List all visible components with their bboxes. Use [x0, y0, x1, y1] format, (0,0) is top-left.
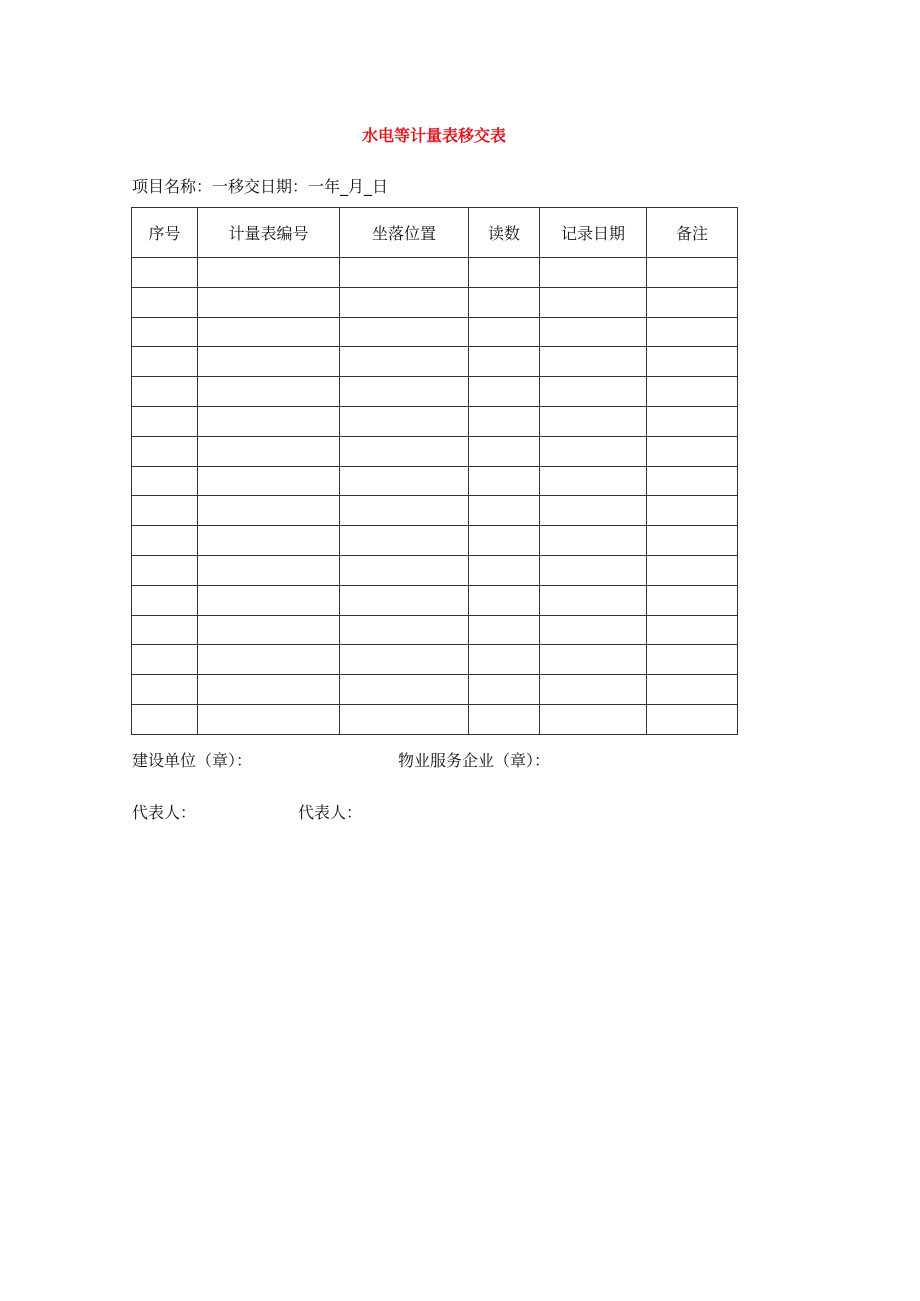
table-cell: [647, 555, 738, 585]
table-cell: [198, 347, 340, 377]
table-cell: [340, 704, 469, 734]
table-cell: [540, 287, 647, 317]
table-row: [132, 377, 738, 407]
table-cell: [198, 287, 340, 317]
table-row: [132, 675, 738, 705]
table-cell: [198, 704, 340, 734]
table-cell: [647, 377, 738, 407]
table-cell: [469, 436, 540, 466]
table-cell: [647, 258, 738, 288]
table-row: [132, 406, 738, 436]
table-row: [132, 317, 738, 347]
table-row: [132, 704, 738, 734]
table-cell: [340, 287, 469, 317]
table-cell: [469, 675, 540, 705]
table-cell: [647, 704, 738, 734]
table-cell: [132, 287, 198, 317]
table-cell: [469, 287, 540, 317]
representative-left-label: 代表人：: [132, 803, 197, 822]
header-remarks: 备注: [647, 208, 738, 258]
table-row: [132, 645, 738, 675]
table-cell: [647, 675, 738, 705]
table-cell: [540, 704, 647, 734]
table-cell: [540, 675, 647, 705]
table-cell: [198, 585, 340, 615]
table-cell: [198, 258, 340, 288]
table-cell: [340, 406, 469, 436]
table-cell: [540, 436, 647, 466]
table-cell: [340, 436, 469, 466]
table-row: [132, 436, 738, 466]
table-cell: [647, 406, 738, 436]
table-cell: [469, 258, 540, 288]
table-cell: [340, 317, 469, 347]
table-header-row: [132, 208, 738, 258]
table-cell: [340, 585, 469, 615]
table-cell: [540, 466, 647, 496]
table-cell: [469, 406, 540, 436]
table-cell: [469, 704, 540, 734]
table-cell: [647, 645, 738, 675]
table-cell: [469, 317, 540, 347]
table-cell: [540, 555, 647, 585]
table-cell: [132, 526, 198, 556]
table-cell: [647, 317, 738, 347]
header-serial-number: 序号: [132, 208, 198, 258]
table-cell: [198, 377, 340, 407]
table-cell: [540, 347, 647, 377]
table-cell: [647, 496, 738, 526]
table-cell: [469, 555, 540, 585]
table-cell: [647, 287, 738, 317]
table-row: [132, 615, 738, 645]
header-reading: 读数: [469, 208, 540, 258]
table-cell: [647, 347, 738, 377]
table-cell: [340, 526, 469, 556]
table-cell: [340, 258, 469, 288]
table-cell: [198, 526, 340, 556]
table-cell: [469, 347, 540, 377]
table-cell: [340, 675, 469, 705]
transfer-date-value: 一年_月_日: [308, 177, 389, 196]
table-cell: [469, 645, 540, 675]
table-cell: [340, 645, 469, 675]
table-cell: [340, 615, 469, 645]
table-cell: [198, 615, 340, 645]
table-cell: [340, 555, 469, 585]
table-cell: [469, 615, 540, 645]
table-cell: [647, 466, 738, 496]
table-cell: [132, 585, 198, 615]
table-cell: [132, 496, 198, 526]
table-cell: [340, 377, 469, 407]
header-record-date: 记录日期: [540, 208, 647, 258]
table-cell: [540, 317, 647, 347]
table-cell: [198, 496, 340, 526]
table-cell: [132, 704, 198, 734]
table-cell: [198, 406, 340, 436]
table-cell: [132, 377, 198, 407]
table-cell: [198, 466, 340, 496]
header-location: 坐落位置: [340, 208, 469, 258]
table-cell: [132, 555, 198, 585]
table-cell: [132, 675, 198, 705]
table-cell: [132, 436, 198, 466]
table-cell: [132, 406, 198, 436]
table-cell: [469, 526, 540, 556]
meter-transfer-table: [131, 207, 738, 735]
table-cell: [340, 347, 469, 377]
table-cell: [647, 585, 738, 615]
table-cell: [540, 406, 647, 436]
table-cell: [540, 615, 647, 645]
table-row: [132, 555, 738, 585]
table-cell: [132, 258, 198, 288]
project-info-line: [132, 175, 388, 199]
representative-right-label: 代表人：: [298, 803, 363, 822]
header-meter-number: 计量表编号: [198, 208, 340, 258]
table-cell: [198, 645, 340, 675]
table-row: [132, 287, 738, 317]
table-cell: [132, 317, 198, 347]
table-cell: [198, 675, 340, 705]
property-company-seal-label: 物业服务企业（章）：: [398, 751, 551, 770]
table-row: [132, 466, 738, 496]
table-cell: [540, 585, 647, 615]
project-name-label: 项目名称：: [132, 177, 213, 196]
table-cell: [198, 436, 340, 466]
table-cell: [132, 466, 198, 496]
table-cell: [540, 645, 647, 675]
table-cell: [647, 436, 738, 466]
table-row: [132, 585, 738, 615]
table-cell: [340, 466, 469, 496]
table-cell: [198, 555, 340, 585]
document-title: 水电等计量表移交表: [361, 126, 506, 145]
table-cell: [540, 496, 647, 526]
table-cell: [469, 496, 540, 526]
table-row: [132, 258, 738, 288]
table-cell: [132, 645, 198, 675]
table-row: [132, 526, 738, 556]
table-row: [132, 496, 738, 526]
table-row: [132, 347, 738, 377]
table-cell: [647, 615, 738, 645]
transfer-date-label: 一移交日期：: [212, 177, 309, 196]
table-cell: [647, 526, 738, 556]
table-cell: [132, 347, 198, 377]
table-cell: [198, 317, 340, 347]
table-cell: [540, 258, 647, 288]
table-cell: [132, 615, 198, 645]
table-cell: [340, 496, 469, 526]
table-cell: [469, 585, 540, 615]
table-cell: [469, 377, 540, 407]
table-cell: [469, 466, 540, 496]
table-cell: [540, 526, 647, 556]
construction-unit-seal-label: 建设单位（章）：: [132, 751, 253, 770]
table-body: [132, 258, 738, 735]
table-cell: [540, 377, 647, 407]
